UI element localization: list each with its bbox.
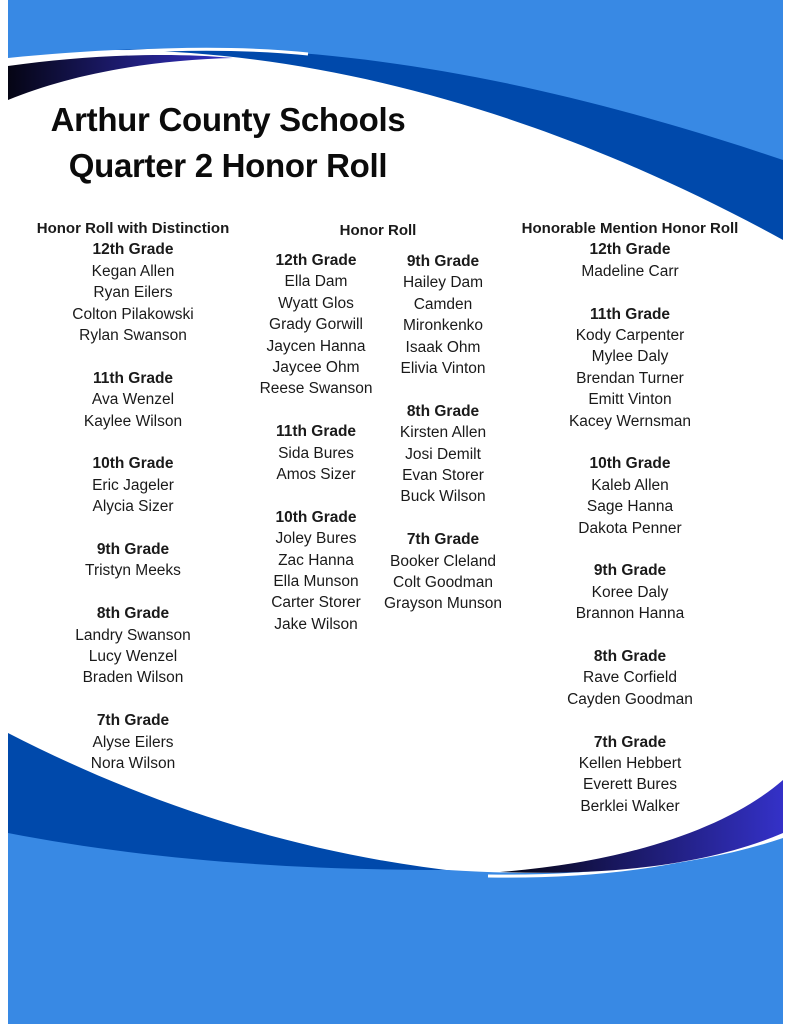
student-name: Ella Dam (284, 273, 348, 291)
student-name: Nora Wilson (90, 755, 176, 773)
grade-heading: 10th Grade (92, 455, 174, 473)
student-name: Mylee Daly (591, 348, 669, 366)
student-name: Cayden Goodman (567, 690, 693, 708)
student-name: Koree Daly (591, 583, 669, 601)
student-name: Kirsten Allen (399, 424, 487, 442)
student-name: Kegan Allen (91, 262, 175, 280)
student-name: Zac Hanna (278, 551, 354, 569)
section-heading: Honor Roll with Distinction (36, 220, 230, 237)
student-name: Braden Wilson (82, 669, 184, 687)
student-name: Alycia Sizer (92, 498, 174, 516)
student-name: Josi Demilt (405, 445, 481, 463)
grade-heading: 7th Grade (593, 733, 667, 751)
student-name: Isaak Ohm (405, 338, 481, 356)
grade-heading: 11th Grade (275, 423, 357, 441)
student-name: Buck Wilson (400, 488, 486, 506)
grade-heading: 8th Grade (406, 402, 480, 420)
student-name: Landry Swanson (75, 626, 191, 644)
student-name: Madeline Carr (581, 262, 679, 280)
grade-heading: 11th Grade (589, 305, 671, 323)
section-heading: Honorable Mention Honor Roll (521, 220, 739, 237)
honorable-mention-column (505, 218, 755, 817)
student-name: Rylan Swanson (79, 327, 187, 345)
top-left-swoosh (8, 55, 233, 100)
student-name: Everett Bures (583, 776, 677, 794)
grade-heading: 12th Grade (92, 241, 174, 259)
student-name: Ava Wenzel (91, 391, 175, 409)
student-name: Jake Wilson (274, 615, 358, 633)
student-name: Sida Bures (278, 444, 354, 462)
student-name: Colt Goodman (393, 574, 493, 592)
student-name: Ella Munson (273, 573, 359, 591)
student-name: Kellen Hebbert (578, 755, 682, 773)
student-name: Mironkenko (402, 317, 484, 335)
student-name: Kody Carpenter (575, 327, 685, 345)
honor-roll-left-column (252, 250, 380, 635)
student-name: Rave Corfield (583, 669, 677, 687)
honor-roll-flyer (8, 0, 783, 1024)
student-name: Evan Storer (402, 467, 484, 485)
student-name: Brendan Turner (576, 369, 684, 387)
grade-heading: 7th Grade (406, 531, 480, 549)
title-line-1: Arthur County Schools (50, 101, 406, 138)
grade-heading: 10th Grade (589, 455, 671, 473)
student-name: Booker Cleland (390, 552, 496, 570)
honor-roll-heading-wrap (298, 220, 458, 241)
grade-heading: 8th Grade (96, 605, 170, 623)
grade-heading: 10th Grade (275, 508, 357, 526)
student-name: Hailey Dam (402, 274, 484, 292)
student-name: Tristyn Meeks (85, 562, 181, 580)
title-line-2: Quarter 2 Honor Roll (68, 147, 388, 184)
student-name: Sage Hanna (586, 498, 674, 516)
student-name: Kaylee Wilson (83, 412, 183, 430)
student-name: Joley Bures (275, 530, 357, 548)
student-name: Jaycee Ohm (272, 359, 360, 377)
student-name: Colton Pilakowski (72, 305, 194, 323)
grade-heading: 9th Grade (593, 562, 667, 580)
page-title (8, 97, 448, 189)
student-name: Dakota Penner (578, 519, 682, 537)
student-name: Berklei Walker (580, 797, 680, 815)
student-name: Elivia Vinton (400, 360, 486, 378)
grade-heading: 7th Grade (96, 712, 170, 730)
student-name: Grayson Munson (383, 595, 503, 613)
grade-heading: 8th Grade (593, 648, 667, 666)
student-name: Camden (413, 295, 473, 313)
student-name: Eric Jageler (92, 476, 174, 494)
student-name: Jaycen Hanna (266, 337, 366, 355)
honor-roll-right-column (378, 251, 508, 615)
section-heading: Honor Roll (339, 222, 417, 239)
distinction-column (18, 218, 248, 774)
student-name: Ryan Eilers (93, 284, 173, 302)
student-name: Alyse Eilers (92, 733, 174, 751)
student-name: Amos Sizer (276, 466, 356, 484)
student-name: Kacey Wernsman (568, 412, 692, 430)
student-name: Brannon Hanna (575, 605, 685, 623)
student-name: Emitt Vinton (588, 391, 672, 409)
grade-heading: 12th Grade (589, 241, 671, 259)
grade-heading: 11th Grade (92, 369, 174, 387)
student-name: Kaleb Allen (591, 476, 669, 494)
student-name: Lucy Wenzel (88, 648, 178, 666)
student-name: Grady Gorwill (269, 316, 363, 334)
student-name: Reese Swanson (259, 380, 373, 398)
student-name: Carter Storer (271, 594, 361, 612)
grade-heading: 9th Grade (96, 541, 170, 559)
grade-heading: 9th Grade (406, 253, 480, 270)
student-name: Wyatt Glos (278, 294, 354, 312)
grade-heading: 12th Grade (275, 252, 357, 269)
